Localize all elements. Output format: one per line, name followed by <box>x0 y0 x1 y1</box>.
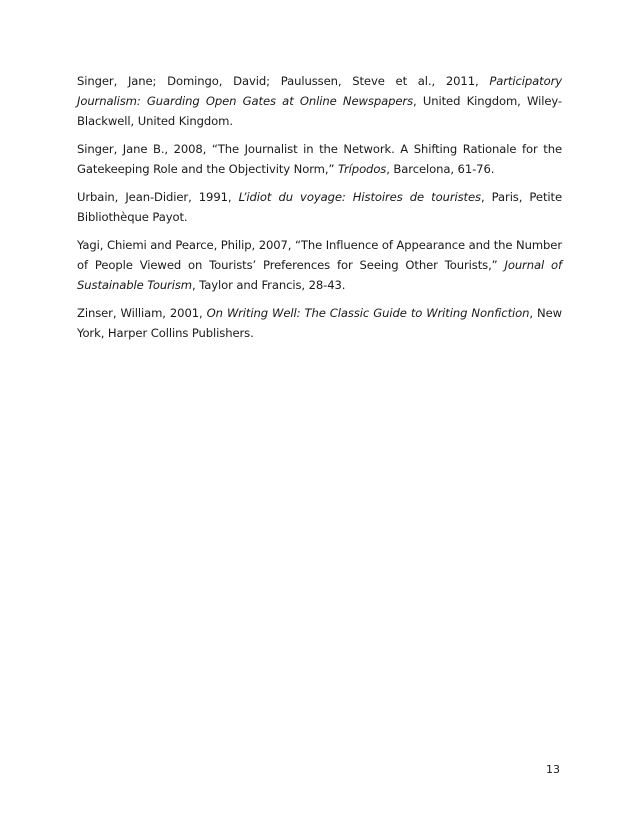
reference-author-details: Zinser, William, 2001, <box>77 306 207 320</box>
reference-entry <box>77 71 562 131</box>
reference-entry <box>77 235 562 295</box>
reference-publication-details: , New York, Harper Collins Publishers. <box>77 306 562 340</box>
reference-title: Journal of Sustainable Tourism <box>77 258 562 292</box>
reference-title: On Writing Well: The Classic Guide to Writing Nonfiction <box>206 306 530 320</box>
reference-publication-details: , Barcelona, 61-76. <box>386 162 495 176</box>
reference-publication-details: , Taylor and Francis, 28-43. <box>191 278 346 292</box>
reference-entry <box>77 139 562 179</box>
reference-title: Trípodos <box>337 162 387 176</box>
reference-list <box>77 71 562 351</box>
reference-entry <box>77 187 562 227</box>
reference-entry <box>77 303 562 343</box>
reference-author-details: Urbain, Jean-Didier, 1991, <box>77 190 239 204</box>
reference-title: L’idiot du voyage: Histoires de touristes <box>238 190 481 204</box>
reference-author-details: Singer, Jane; Domingo, David; Paulussen, Steve et al., 2011, <box>77 74 490 88</box>
reference-title: Participatory Journalism: Guarding Open Gates at Online Newspapers <box>77 74 562 108</box>
reference-publication-details: , Paris, Petite Bibliothèque Payot. <box>77 190 562 224</box>
reference-author-details: Yagi, Chiemi and Pearce, Philip, 2007, “The Influence of Appearance and the Number of People Viewed on Tourists’ Preferences for Seeing Other Tourists,” <box>77 238 562 272</box>
page-number: 13 <box>546 763 560 776</box>
reference-author-details: Singer, Jane B., 2008, “The Journalist in the Network. A Shifting Rationale for the Gatekeeping Role and the Objectivity Norm,” <box>77 142 562 176</box>
reference-publication-details: , United Kingdom, Wiley-Blackwell, United Kingdom. <box>77 94 563 128</box>
